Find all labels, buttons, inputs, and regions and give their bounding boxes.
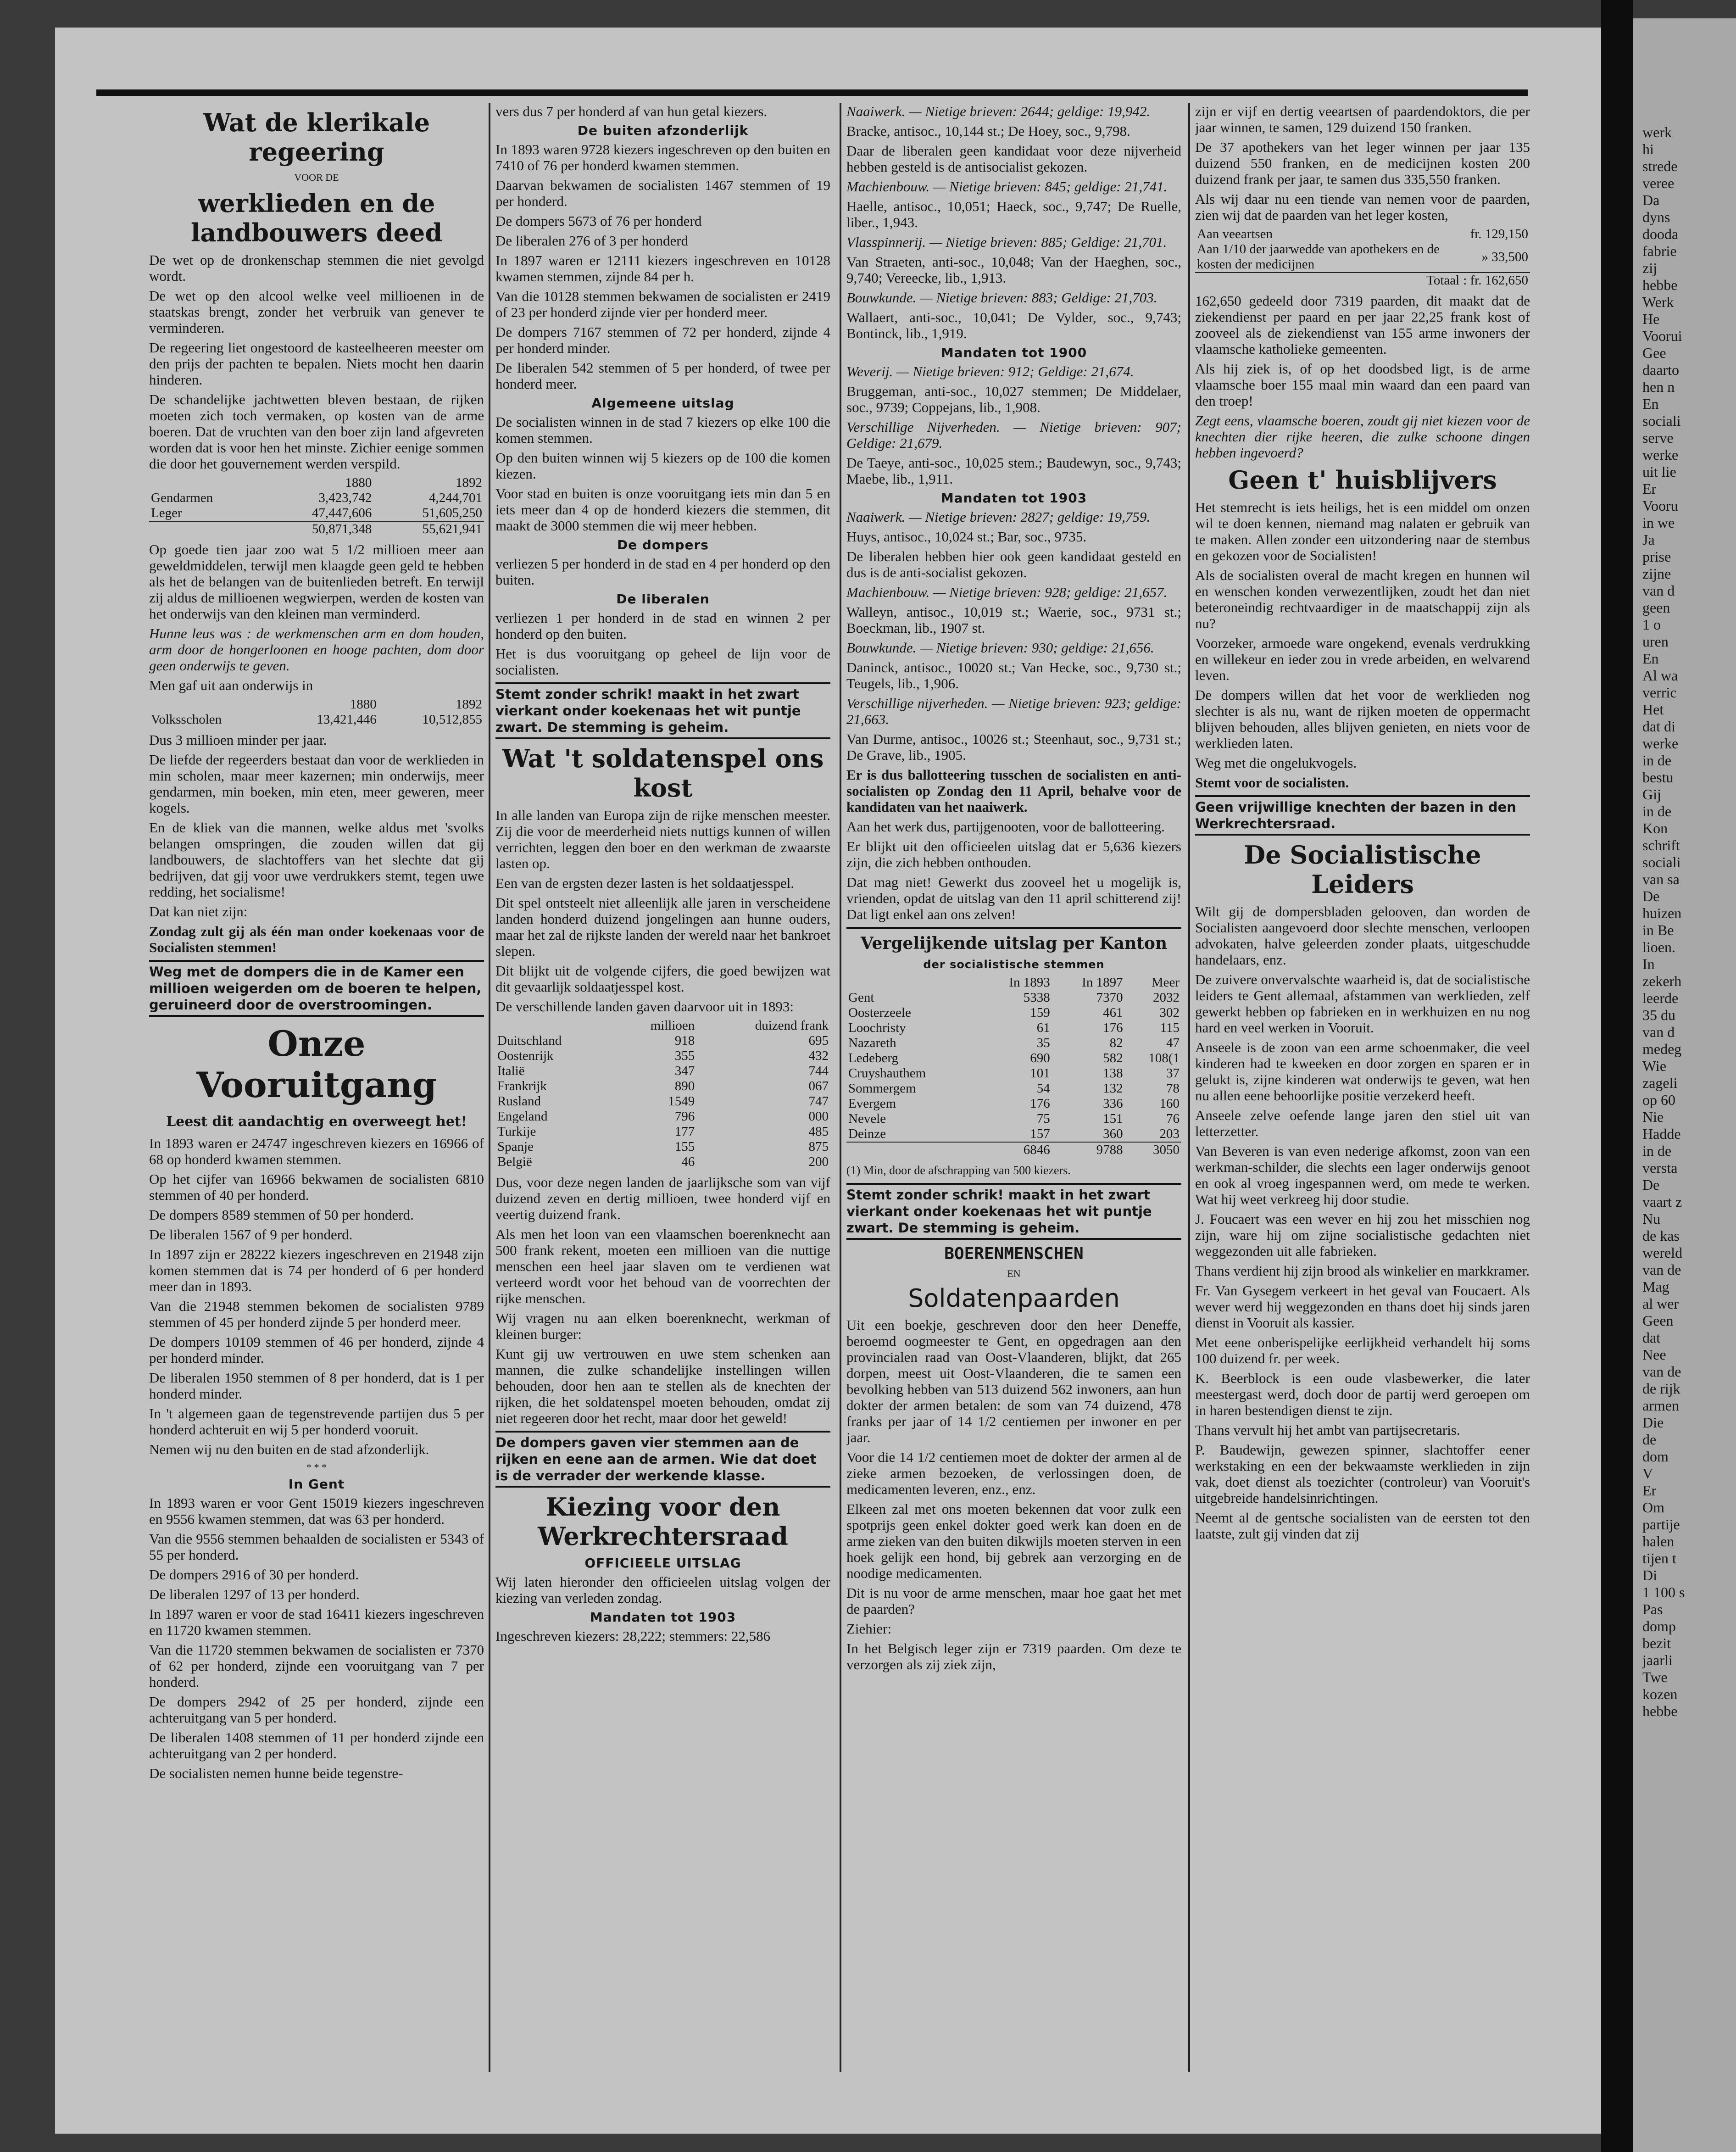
paragraph: Thans verdient hij zijn brood als winkelier en markkramer.	[1195, 1263, 1530, 1279]
paragraph: De dompers 2942 of 25 per honderd, zijnde een achteruitgang van 5 per honderd.	[149, 1694, 484, 1726]
paragraph: Van die 11720 stemmen bekwamen de socialisten er 7370 of 62 per honderd, zijnde een vooruitgang van 7 per honderd.	[149, 1642, 484, 1690]
divider	[846, 927, 1181, 929]
adjacent-page-text	[1633, 18, 1736, 1720]
adjacent-page-line: Voorui	[1642, 328, 1682, 344]
paragraph: verliezen 1 per honderd in de stad en winnen 2 per honderd op den buiten.	[495, 610, 830, 642]
adjacent-page-line: van de	[1642, 1261, 1681, 1278]
adjacent-page-line: huizen	[1642, 905, 1682, 921]
adjacent-page-line: al wer	[1642, 1295, 1679, 1312]
column-1	[149, 103, 484, 2076]
paragraph: Anseele zelve oefende lange jaren den stiel uit van letterzetter.	[1195, 1107, 1530, 1139]
paragraph: Er is dus ballotteering tusschen de socialisten en anti-socialisten op Zondag den 11 April, behalve voor de kandidaten van het naaiwerk.	[846, 767, 1181, 815]
paragraph: Voorzeker, armoede ware ongekend, evenals verdrukking en willekeur en ieder zou in vrede arbeiden, en welvarend leven.	[1195, 635, 1530, 683]
paragraph: Er blijkt uit den officieelen uitslag dat er 5,636 kiezers zijn, die zich hebben onthouden.	[846, 838, 1181, 870]
paragraph: De wet op den alcool welke veel millioenen in de staatskas brengt, zonder het verbruik van genever te verminderen.	[149, 288, 484, 336]
adjacent-page-line: de rijk	[1642, 1380, 1680, 1397]
adjacent-page-line: sociali	[1642, 854, 1681, 870]
adjacent-page-line: in Be	[1642, 922, 1674, 938]
adjacent-page-line: versta	[1642, 1160, 1678, 1176]
section-title-gent: In Gent	[288, 1477, 345, 1492]
adjacent-page-line: Werk	[1642, 294, 1674, 310]
paragraph: zijn er vijf en dertig veeartsen of paardendoktors, die per jaar winnen, te samen, 129 duizend 150 franken.	[1195, 103, 1530, 135]
adjacent-page-line: En	[1642, 650, 1659, 667]
table-row: Oosterzeele 159 461 302	[848, 1005, 1180, 1020]
paragraph: Bouwkunde. — Nietige brieven: 883; Geldige: 21,703.	[846, 290, 1157, 306]
paragraph: Op den buiten winnen wij 5 kiezers op de 100 die komen kiezen.	[495, 450, 830, 482]
adjacent-page-line: de	[1642, 1431, 1657, 1448]
adjacent-page-line: Mag	[1642, 1278, 1669, 1295]
adjacent-page-line: kozen	[1642, 1686, 1678, 1702]
paragraph: In alle landen van Europa zijn de rijke menschen meester. Zij die voor de meerderheid niets nuttigs kunnen of willen verrichten, leggen den boer en den werkman de zwaarste lasten op.	[495, 807, 830, 871]
adjacent-page-line: partije	[1642, 1516, 1680, 1533]
adjacent-page-line: dat	[1642, 1329, 1661, 1346]
paragraph: De socialisten winnen in de stad 7 kiezers op elke 100 die komen stemmen.	[495, 414, 830, 446]
paragraph: Het stemrecht is iets heiligs, het is een middel om onzen wil te doen kennen, niemand mag nalaten er gebruik van te maken. Allen zonder een uitzondering naar de stembus en gekozen voor de Socialisten!	[1195, 499, 1530, 563]
table-row: Duitschland 918 695	[497, 1033, 829, 1048]
adjacent-page-line: van d	[1642, 582, 1675, 599]
paragraph: In 1893 waren er voor Gent 15019 kiezers ingeschreven en 9556 kwamen stemmen, dat was 63 per honderd.	[149, 1495, 484, 1527]
table-row: Gendarmen 3,423,742 4,244,701	[151, 491, 482, 505]
headline-vergelijkende: Vergelijkende uitslag per Kanton	[860, 934, 1168, 953]
headline-klerikale: Wat de klerikale regeering	[203, 108, 430, 167]
adjacent-page-line: in de	[1642, 1143, 1672, 1159]
paragraph: In het Belgisch leger zijn er 7319 paarden. Om deze te verzorgen als zij ziek zijn,	[846, 1640, 1181, 1673]
paragraph: En de kliek van die mannen, welke aldus met 'svolks belangen omspringen, die zouden willen dat gij landbouwers, de slachtoffers van het slechte dat gij bedrijven, dat gij voor uwe verdrukkers stemt, tegen uwe redding, het socialisme!	[149, 820, 484, 900]
table-row: Deinze 157 360 203	[848, 1126, 1180, 1141]
adjacent-page-line: halen	[1642, 1533, 1675, 1550]
adjacent-page-line: Geen	[1642, 1312, 1674, 1329]
section-title-mandaten-1900: Mandaten tot 1900	[940, 345, 1087, 360]
adjacent-page-line: Pas	[1642, 1601, 1663, 1617]
top-rule	[96, 89, 1528, 96]
paragraph: Kunt gij uw vertrouwen en uwe stem schenken aan mannen, die zulke schandelijke instellingen willen behouden, door hen aan te stellen als de knechten der rijken, die het soldatenspel moeten behouden, omdat zij niet regeeren door het recht, maar door het geweld!	[495, 1346, 830, 1426]
asterism: * * *	[306, 1461, 327, 1473]
paragraph: De zuivere onvervalschte waarheid is, dat de socialistische leiders te Gent allemaal, afstammen van werklieden, zelf gewerkt hebben op fabrieken en in werkhuizen en nu nog hard en veel werken in Vooruit.	[1195, 971, 1530, 1036]
headline-leiders: De Socialistische Leiders	[1244, 840, 1481, 899]
adjacent-page-line: Die	[1642, 1414, 1664, 1431]
paragraph: Dat kan niet zijn:	[149, 903, 248, 920]
headline-boerenmenschen: BOERENMENSCHEN	[944, 1244, 1084, 1263]
adjacent-page-line: bezit	[1642, 1635, 1671, 1651]
table-row: Nevele 75 151 76	[848, 1111, 1180, 1126]
adjacent-page-line: Gee	[1642, 345, 1666, 361]
paragraph: Huys, antisoc., 10,024 st.; Bar, soc., 9735.	[846, 529, 1087, 545]
section-title-dompers: De dompers	[617, 537, 709, 552]
paragraph: vers dus 7 per honderd af van hun getal kiezers.	[495, 103, 768, 119]
paragraph: Zegt eens, vlaamsche boeren, zoudt gij niet kiezen voor de knechten dier rijke heeren, die zulke schoone dingen hebben ingevoerd?	[1195, 413, 1530, 461]
adjacent-page-line: 1 100 s	[1642, 1584, 1685, 1600]
adjacent-page-line: armen	[1642, 1397, 1679, 1414]
paragraph: Dit blijkt uit de volgende cijfers, die goed bewijzen wat dit gevaarlijk soldaatjesspel kost.	[495, 963, 830, 995]
paragraph: De liberalen 1297 of 13 per honderd.	[149, 1586, 360, 1602]
section-title-officieel: OFFICIEELE UITSLAG	[584, 1555, 741, 1571]
paragraph: Dus, voor deze negen landen de jaarlijksche som van vijf duizend zeven en dertig millioen, twee honderd vijf en veertig duizend frank.	[495, 1174, 830, 1222]
table-row: Volksscholen 13,421,446 10,512,855	[151, 712, 482, 727]
headline-soldatenpaarden: Soldatenpaarden	[908, 1284, 1120, 1313]
adjacent-page-line: jaarli	[1642, 1652, 1673, 1668]
paragraph: Elkeen zal met ons moeten bekennen dat voor zulk een spotprijs geen enkel dokter goed werk kan doen en de arme zieken van den buiten dikwijls moeten sterven in een hoek gelijk een hond, bij gebrek aan verzorging en de noodige medicamenten.	[846, 1501, 1181, 1581]
paragraph: Van Beveren is van even nederige afkomst, zoon van een werkman-schilder, die slechts een lager onderwijs genoot en ook al vroeg ingespannen werd, om mede te werken. Wat hij weet verkreeg hij door studie.	[1195, 1143, 1530, 1207]
table-row: Ledeberg 690 582 108(1	[848, 1051, 1180, 1065]
table-total: 6846 9788 3050	[846, 1142, 1181, 1158]
table-row: Nazareth 35 82 47	[848, 1036, 1180, 1050]
paragraph: Men gaf uit aan onderwijs in	[149, 677, 313, 693]
table-row: Engeland 796 000	[497, 1109, 829, 1124]
paragraph: Uit een boekje, geschreven door den heer Deneffe, beroemd oogmeester te Gent, en opgedragen aan den provincialen raad van Oost-Vlaanderen, blijkt, dat 265 dorpen, meest uit Oost-Vlaanderen, die te samen een bevolking hebben van 513 duizend 562 inwoners, aan hun dokter der armen betalen: de som van 74 duizend, 478 franks per jaar of 14 1/2 centiemen per inwoner en per jaar.	[846, 1317, 1181, 1445]
adjacent-page-line: van de	[1642, 1363, 1681, 1380]
adjacent-page-line: bestu	[1642, 769, 1674, 786]
table-geweld: 1880 1892 Gendarmen 3,423,742 4,244,701 Leger 47,447,606 51,605,250 50,871,348 55,621,941	[149, 475, 484, 537]
paragraph: Vlasspinnerij. — Nietige brieven: 885; Geldige: 21,701.	[846, 234, 1167, 250]
adjacent-page-line: prise	[1642, 548, 1671, 565]
column-3	[846, 103, 1181, 2076]
table-row: België 46 200	[497, 1154, 829, 1169]
paragraph: Ingeschreven kiezers: 28,222; stemmers: 22,586	[495, 1628, 771, 1644]
paragraph: Op het cijfer van 16966 bekwamen de socialisten 6810 stemmen of 40 per honderd.	[149, 1171, 484, 1203]
paragraph: De liefde der regeerders bestaat dan voor de werklieden in min scholen, maar meer kazernen; min onderwijs, meer gendarmen, min boeken, min eten, meer geweren, meer kogels.	[149, 752, 484, 816]
footnote: (1) Min, door de afschrapping van 500 kiezers.	[846, 1164, 1071, 1177]
paragraph: Voor stad en buiten is onze vooruitgang iets min dan 5 en iets meer dan 4 op de honderd kiezers die stemmen, dit maakt de 3000 stemmen die wij meer hebben.	[495, 485, 830, 534]
adjacent-page-line: Hadde	[1642, 1126, 1681, 1142]
headline-vooruitgang: Onze Vooruitgang	[196, 1023, 437, 1105]
paragraph: Dat mag niet! Gewerkt dus zooveel het u mogelijk is, vrienden, opdat de uitslag van den 11 april schitterend zij! Dat ligt enkel aan ons zelven!	[846, 874, 1181, 922]
paragraph: In 1893 waren er 24747 ingeschreven kiezers en 16966 of 68 op honderd kwamen stemmen.	[149, 1135, 484, 1167]
paragraph: Van Straeten, anti-soc., 10,048; Van der Haeghen, soc., 9,740; Vereecke, lib., 1,913.	[846, 254, 1181, 286]
adjacent-page-line: uit lie	[1642, 463, 1676, 480]
paragraph: Dus 3 millioen minder per jaar.	[149, 732, 327, 748]
adjacent-page-line: op 60	[1642, 1092, 1675, 1108]
adjacent-page-line: hebbe	[1642, 1703, 1678, 1719]
section-title-buiten: De buiten afzonderlijk	[577, 123, 749, 138]
column-4	[1195, 103, 1530, 2076]
adjacent-page-line: 35 du	[1642, 1007, 1675, 1023]
adjacent-page-line: Nie	[1642, 1109, 1664, 1125]
paragraph: De Taeye, anti-soc., 10,025 stem.; Baudewyn, soc., 9,743; Maebe, lib., 1,911.	[846, 455, 1181, 487]
adjacent-page-line: de kas	[1642, 1227, 1680, 1244]
adjacent-page-line: dat di	[1642, 718, 1675, 735]
headline-small: VOOR DE	[294, 172, 339, 183]
adjacent-page-line: vaart z	[1642, 1193, 1682, 1210]
table-row: Gent 5338 7370 2032	[848, 990, 1180, 1005]
paragraph: De liberalen 1950 stemmen of 8 per honderd, dat is 1 per honderd minder.	[149, 1370, 484, 1402]
table-kanton: In 1893 In 1897 Meer Gent 5338 7370 2032 Oosterzeele 159 461 302 Loochristy 61 176 115 Nazareth 35 82 47 Ledeberg 690 582 108(1 Cruyshauthem 101 138 37 Sommergem 54 132 78 Evergem 176 336 160 Nevele 75 151 76 Deinze 157 360 203 6846 9788 3050	[846, 975, 1181, 1158]
paragraph: Daarvan bekwamen de socialisten 1467 stemmen of 19 per honderd.	[495, 177, 830, 209]
paragraph: Zondag zult gij als één man onder koekenaas voor de Socialisten stemmen!	[149, 923, 484, 955]
subheadline: der socialistische stemmen	[923, 958, 1105, 971]
paragraph: Dit is nu voor de arme menschen, maar hoe gaat het met de paarden?	[846, 1585, 1181, 1617]
headline-werklieden: werklieden en de landbouwers deed	[190, 189, 443, 247]
paragraph: Wilt gij de dompersbladen gelooven, dan worden de Socialisten aangevoerd door slechte menschen, verloopen advokaten, halve geleerden zonder plaats, uitgeschudde handelaars, enz.	[1195, 903, 1530, 968]
paragraph: De dompers 2916 of 30 per honderd.	[149, 1567, 359, 1583]
paragraph: Als hij ziek is, of op het doodsbed ligt, is de arme vlaamsche boer 155 maal min waard dan een paard van den troep!	[1195, 361, 1530, 409]
paragraph: Een van de ergsten dezer lasten is het soldaatjesspel.	[495, 875, 795, 891]
adjacent-page-line: Nu	[1642, 1210, 1661, 1227]
adjacent-page-line: daarto	[1642, 362, 1679, 378]
paragraph: Bruggeman, anti-soc., 10,027 stemmen; De Middelaer, soc., 9739; Coppejans, lib., 1,908.	[846, 383, 1181, 415]
adjacent-page-line: dooda	[1642, 226, 1679, 242]
table-row: Leger 47,447,606 51,605,250	[151, 506, 482, 520]
paragraph: K. Beerblock is een oude vlasbewerker, die later meestergast werd, doch door de partij werd geroepen om in haren bestendigen dienst te zijn.	[1195, 1370, 1530, 1418]
section-title-liberalen: De liberalen	[616, 591, 710, 607]
paragraph: Van die 10128 stemmen bekwamen de socialisten er 2419 of 23 per honderd zijnde vier per honderd meer.	[495, 288, 830, 320]
paragraph: In 1897 waren er voor de stad 16411 kiezers ingeschreven en 11720 kwamen stemmen.	[149, 1606, 484, 1638]
adjacent-page-line: verric	[1642, 684, 1677, 701]
column-separator	[840, 103, 841, 2072]
paragraph: Machienbouw. — Nietige brieven: 928; geldige: 21,657.	[846, 584, 1168, 600]
adjacent-page-line: zekerh	[1642, 973, 1682, 989]
boxed-slogan: Stemt zonder schrik! maakt in het zwart vierkant onder koekenaas het wit puntje zwart. De stemming is geheim.	[495, 682, 830, 739]
adjacent-page-line: domp	[1642, 1618, 1676, 1634]
boxed-slogan: Stemt zonder schrik! maakt in het zwart vierkant onder koekenaas het wit puntje zwart. De stemming is geheim.	[846, 1183, 1181, 1240]
adjacent-page-line: in de	[1642, 752, 1672, 769]
paragraph: In 1897 waren er 12111 kiezers ingeschreven en 10128 kwamen stemmen, zijnde 84 per h.	[495, 252, 830, 284]
paragraph: Weg met die ongelukvogels.	[1195, 755, 1357, 771]
paragraph: Verschillige nijverheden. — Nietige brieven: 923; geldige: 21,663.	[846, 695, 1181, 727]
adjacent-page-line: In	[1642, 956, 1655, 972]
adjacent-page-line: sociali	[1642, 413, 1681, 429]
adjacent-page-line: Twe	[1642, 1669, 1668, 1685]
paragraph: Als de socialisten overal de macht kregen en hunnen wil en wenschen konden verwezentlijken, zoudt het dan niet beteroneindig rechtvaardiger in de maatschappij zijn als nu?	[1195, 567, 1530, 631]
paragraph: Anseele is de zoon van een arme schoenmaker, die veel kinderen had te kweeken en door zorgen en sparen er in gelukt is, zijne kinderen wat onderwijs te geven, wat hen nu allen eene behoorlijke positie verzekerd heeft.	[1195, 1039, 1530, 1104]
adjacent-page-line: zageli	[1642, 1075, 1678, 1091]
paragraph: Voor die 14 1/2 centiemen moet de dokter der armen al de zieke armen bezoeken, de verlossingen doen, de medicamenten leveren, enz., enz.	[846, 1449, 1181, 1497]
paragraph: In 1897 zijn er 28222 kiezers ingeschreven en 21948 zijn komen stemmen dat is 74 per honderd of 6 per honderd meer dan in 1893.	[149, 1246, 484, 1294]
adjacent-page-line: serve	[1642, 429, 1674, 446]
adjacent-page-line: He	[1642, 311, 1660, 327]
paragraph: De liberalen 276 of 3 per honderd	[495, 233, 689, 249]
table-row: Loochristy 61 176 115	[848, 1020, 1180, 1035]
table-paardenkosten	[1195, 227, 1530, 288]
adjacent-page-strip	[1633, 18, 1736, 2152]
paragraph: De liberalen hebben hier ook geen kandidaat gesteld en dus is de anti-socialist gekozen.	[846, 548, 1181, 580]
table-row: Aan 1/10 der jaarwedde van apothekers en de kosten der medicijnen » 33,500	[1197, 242, 1528, 272]
adjacent-page-line: veree	[1642, 175, 1675, 191]
table-row: Frankrijk 890 067	[497, 1079, 829, 1093]
table-row: Evergem 176 336 160	[848, 1096, 1180, 1111]
adjacent-page-line: lioen.	[1642, 939, 1675, 955]
adjacent-page-line: in de	[1642, 803, 1672, 820]
adjacent-page-line: schrift	[1642, 837, 1680, 853]
adjacent-page-line: 1 o	[1642, 616, 1661, 633]
adjacent-page-line: De	[1642, 888, 1660, 904]
paragraph: Daar de liberalen geen kandidaat voor deze nijverheid hebben gesteld is de antisocialist gekozen.	[846, 143, 1181, 175]
table-row: Turkije 177 485	[497, 1124, 829, 1139]
paragraph: De dompers willen dat het voor de werklieden nog slechter is als nu, want de rijken moeten de oppermacht blijven behouden, alles blijven genieten, en niets voor de werklieden laten.	[1195, 687, 1530, 751]
adjacent-page-line: Nee	[1642, 1346, 1666, 1363]
paragraph: De dompers 8589 stemmen of 50 per honderd.	[149, 1207, 414, 1223]
paragraph: Als men het loon van een vlaamschen boerenknecht aan 500 frank rekent, moeten een millioen van die nuttige menschen een heel jaar slaven om te verdienen wat verteerd wordt voor het behoud van de voorrechten der rijke menschen.	[495, 1226, 830, 1306]
adjacent-page-line: in we	[1642, 514, 1675, 531]
paragraph: Thans vervult hij het ambt van partijsecretaris.	[1195, 1422, 1460, 1438]
adjacent-page-line: werke	[1642, 446, 1679, 463]
section-title-algemeen: Algemeene uitslag	[591, 396, 734, 411]
paragraph: In 1893 waren 9728 kiezers ingeschreven op den buiten en 7410 of 76 per honderd kwamen stemmen.	[495, 141, 830, 173]
headline-en: EN	[1007, 1268, 1021, 1279]
adjacent-page-line: werke	[1642, 735, 1679, 752]
paragraph: De 37 apothekers van het leger winnen per jaar 135 duizend 550 franken, en de medicijnen kosten 200 duizend frank per jaar, te samen dus 335,550 franken.	[1195, 139, 1530, 187]
table-total: 50,871,348 55,621,941	[149, 521, 484, 537]
paragraph: De liberalen 542 stemmen of 5 per honderd, of twee per honderd meer.	[495, 360, 830, 392]
adjacent-page-line: Wie	[1642, 1058, 1667, 1074]
paragraph: De liberalen 1408 stemmen of 11 per honderd zijnde een achteruitgang van 2 per honderd.	[149, 1729, 484, 1762]
paragraph: Haelle, antisoc., 10,051; Haeck, soc., 9,747; De Ruelle, liber., 1,943.	[846, 198, 1181, 230]
paragraph: Naaiwerk. — Nietige brieven: 2644; geldige: 19,942.	[846, 103, 1151, 119]
adjacent-page-line: hen n	[1642, 379, 1675, 395]
paragraph: De dompers 10109 stemmen of 46 per honderd, zijnde 4 per honderd minder.	[149, 1334, 484, 1366]
paragraph: De regeering liet ongestoord de kasteelheeren meester om den prijs der pachten te bepalen. Niets mocht hen daarin hinderen.	[149, 340, 484, 388]
paragraph: De socialisten nemen hunne beide tegenstre-	[149, 1765, 403, 1781]
paragraph: Met eene onberispelijke eerlijkheid verhandelt hij soms 100 duizend fr. per week.	[1195, 1334, 1530, 1366]
adjacent-page-line: hebbe	[1642, 277, 1678, 293]
boxed-slogan: Geen vrijwillige knechten der bazen in den Werkrechtersraad.	[1195, 795, 1530, 836]
adjacent-page-line: Kon	[1642, 820, 1668, 836]
headline-werkrechtersraad: Kiezing voor den Werkrechtersraad	[538, 1492, 788, 1551]
paragraph: Neemt al de gentsche socialisten van de eersten tot den laatste, zult gij vinden dat zij	[1195, 1510, 1530, 1542]
boxed-slogan: De dompers gaven vier stemmen aan de rijken en eene aan de armen. Wie dat doet is de verrader der werkende klasse.	[495, 1431, 830, 1488]
adjacent-page-line: Het	[1642, 701, 1664, 718]
paragraph: Hunne leus was : de werkmenschen arm en dom houden, arm door de hongerloonen en hooge pachten, dom door geen onderwijs te geven.	[149, 625, 484, 674]
column-separator	[489, 103, 490, 2072]
paragraph: Verschillige Nijverheden. — Nietige brieven: 907; Geldige: 21,679.	[846, 419, 1181, 451]
table-row: Aan veeartsen fr. 129,150	[1197, 227, 1528, 241]
table-onderwijs: 1880 1892 Volksscholen 13,421,446 10,512,855	[149, 697, 484, 727]
adjacent-page-line: zijne	[1642, 565, 1671, 582]
paragraph: Weverij. — Nietige brieven: 912; Geldige: 21,674.	[846, 363, 1134, 379]
paragraph: Wij vragen nu aan elken boerenknecht, werkman of kleinen burger:	[495, 1310, 830, 1342]
boxed-slogan: Weg met de dompers die in de Kamer een millioen weigerden om de boeren te helpen, geruineerd door de overstroomingen.	[149, 960, 484, 1017]
binding-spine	[1601, 0, 1633, 2152]
adjacent-page-line: van d	[1642, 1024, 1675, 1040]
paragraph: De liberalen 1567 of 9 per honderd.	[149, 1227, 353, 1243]
adjacent-page-line: Er	[1642, 1482, 1657, 1499]
paragraph: Fr. Van Gysegem verkeert in het geval van Foucaert. Als wever werd hij weggezonden en thans doet hij sinds jaren dienst in Vooruit als kassier.	[1195, 1282, 1530, 1331]
column-2	[495, 103, 830, 2076]
adjacent-page-line: dyns	[1642, 209, 1670, 225]
paragraph: Van die 9556 stemmen behaalden de socialisten er 5343 of 55 per honderd.	[149, 1531, 484, 1563]
paragraph: Wij laten hieronder den officieelen uitslag volgen der kiezing van verleden zondag.	[495, 1574, 830, 1606]
paragraph: P. Baudewijn, gewezen spinner, slachtoffer eener werkstaking en een der bekwaamste werklieden in zijn vak, doet dienst als toezichter (controleur) van Vooruit's uitgebreide handelsinrichtingen.	[1195, 1442, 1530, 1506]
adjacent-page-line: Ja	[1642, 531, 1655, 548]
adjacent-page-line: Vooru	[1642, 497, 1678, 514]
adjacent-page-line: geen	[1642, 599, 1670, 616]
table-row: Cruyshauthem 101 138 37	[848, 1066, 1180, 1081]
paragraph: De verschillende landen gaven daarvoor uit in 1893:	[495, 998, 794, 1015]
adjacent-page-line: V	[1642, 1465, 1653, 1482]
adjacent-page-line: werk	[1642, 124, 1672, 140]
adjacent-page-line: hi	[1642, 141, 1654, 157]
adjacent-page-line: dom	[1642, 1448, 1669, 1465]
paragraph: Als wij daar nu een tiende van nemen voor de paarden, zien wij dat de paarden van het leger kosten,	[1195, 191, 1530, 223]
paragraph: Van Durme, antisoc., 10026 st.; Steenhaut, soc., 9,731 st.; De Grave, lib., 1905.	[846, 731, 1181, 763]
adjacent-page-line: Al wa	[1642, 667, 1678, 684]
paragraph: Stemt voor de socialisten.	[1195, 775, 1349, 791]
paragraph: Aan het werk dus, partijgenooten, voor de ballotteering.	[846, 819, 1165, 835]
subheadline: Leest dit aandachtig en overweegt het!	[166, 1114, 467, 1130]
column-separator	[1188, 103, 1190, 2072]
section-title-mandaten: Mandaten tot 1903	[590, 1610, 736, 1625]
paragraph: Bracke, antisoc., 10,144 st.; De Hoey, soc., 9,798.	[846, 123, 1130, 139]
paragraph: Ziehier:	[846, 1621, 892, 1637]
section-title-mandaten-1903: Mandaten tot 1903	[940, 491, 1087, 506]
adjacent-page-line: wereld	[1642, 1244, 1683, 1261]
adjacent-page-line: Di	[1642, 1567, 1657, 1583]
paragraph: Walleyn, antisoc., 10,019 st.; Waerie, soc., 9731 st.; Boeckman, lib., 1907 st.	[846, 604, 1181, 636]
adjacent-page-line: Gij	[1642, 786, 1661, 803]
paragraph: Het is dus vooruitgang op geheel de lijn voor de socialisten.	[495, 646, 830, 678]
adjacent-page-line: medeg	[1642, 1041, 1682, 1057]
paragraph: Van die 21948 stemmen bekomen de socialisten 9789 stemmen of 45 per honderd zijnde 5 per honderd meer.	[149, 1298, 484, 1330]
paragraph: Dit spel ontsteelt niet alleenlijk alle jaren in verscheidene landen honderd duizend jongelingen aan hunne ouders, maar het zal de rijkste landen der wereld naar het bankroet slepen.	[495, 895, 830, 959]
table-row: Oostenrijk 355 432	[497, 1048, 829, 1063]
table-row: Spanje 155 875	[497, 1139, 829, 1154]
paragraph: De wet op de dronkenschap stemmen die niet gevolgd wordt.	[149, 252, 484, 284]
paragraph: verliezen 5 per honderd in de stad en 4 per honderd op den buiten.	[495, 556, 830, 588]
adjacent-page-line: tijen t	[1642, 1550, 1676, 1567]
adjacent-page-line: Om	[1642, 1499, 1664, 1516]
adjacent-page-line: strede	[1642, 158, 1678, 174]
paragraph: In 't algemeen gaan de tegenstrevende partijen dus 5 per honderd achteruit en wij 5 per honderd vooruit.	[149, 1405, 484, 1438]
adjacent-page-line: fabrie	[1642, 243, 1677, 259]
adjacent-page-line: leerde	[1642, 990, 1679, 1006]
table-row: Rusland 1549 747	[497, 1094, 829, 1109]
adjacent-page-line: En	[1642, 396, 1659, 412]
table-total: Totaal : fr. 162,650	[1195, 273, 1530, 288]
paragraph: De schandelijke jachtwetten bleven bestaan, de rijken moeten zich toch vermaken, op kosten van de arme boeren. Dat de vruchten van den boer zijn land afgevreten worden dat is voor hen het minste. Zichier eenige sommen die door het gouvernement werden verspild.	[149, 391, 484, 472]
table-militaire-uitgaven: millioen duizend frank Duitschland 918 695 Oostenrijk 355 432 Italië 347 744 Frankrijk 890 067 Rusland 1549 747 Engeland 796 000 Turkije 177 485 Spanje 155 875 België 46 200	[495, 1018, 830, 1170]
paragraph: Op goede tien jaar zoo wat 5 1/2 millioen meer aan geweldmiddelen, terwijl men klaagde geen geld te hebben als het de belangen van de buitenlieden betreft. En terwijl zij aldus de millioenen wegwierpen, werden de kosten van het onderwijs van den kleinen man verminderd.	[149, 541, 484, 622]
adjacent-page-line: van sa	[1642, 871, 1680, 887]
table-row: Sommergem 54 132 78	[848, 1081, 1180, 1096]
adjacent-page-line: Er	[1642, 480, 1657, 497]
table-row: Italië 347 744	[497, 1064, 829, 1078]
headline-thuisblijvers: Geen t' huisblijvers	[1228, 465, 1497, 495]
adjacent-page-line: zij	[1642, 260, 1657, 276]
paragraph: J. Foucaert was een wever en hij zou het misschien nog zijn, ware hij om zijne socialistische gedachten niet weggezonden uit alle fabrieken.	[1195, 1211, 1530, 1259]
headline-soldatenspel: Wat 't soldatenspel ons kost	[502, 744, 824, 803]
paragraph: Wallaert, anti-soc., 10,041; De Vylder, soc., 9,743; Bontinck, lib., 1,919.	[846, 309, 1181, 341]
paragraph: Naaiwerk. — Nietige brieven: 2827; geldige: 19,759.	[846, 509, 1151, 525]
paragraph: 162,650 gedeeld door 7319 paarden, dit maakt dat de ziekendienst per paard en per jaar 22,25 frank kost of zooveel als de ziekendienst van 155 arme inwoners der vlaamsche katholieke gemeenten.	[1195, 293, 1530, 357]
paragraph: Nemen wij nu den buiten en de stad afzonderlijk.	[149, 1441, 429, 1457]
paragraph: Bouwkunde. — Nietige brieven: 930; geldige: 21,656.	[846, 640, 1154, 656]
adjacent-page-line: Da	[1642, 192, 1660, 208]
adjacent-page-line: De	[1642, 1176, 1660, 1193]
paragraph: Machienbouw. — Nietige brieven: 845; geldige: 21,741.	[846, 178, 1168, 195]
adjacent-page-line: uren	[1642, 633, 1669, 650]
paragraph: De dompers 5673 of 76 per honderd	[495, 213, 702, 229]
paragraph: Daninck, antisoc., 10020 st.; Van Hecke, soc., 9,730 st.; Teugels, lib., 1,906.	[846, 659, 1181, 691]
paragraph: De dompers 7167 stemmen of 72 per honderd, zijnde 4 per honderd minder.	[495, 324, 830, 356]
